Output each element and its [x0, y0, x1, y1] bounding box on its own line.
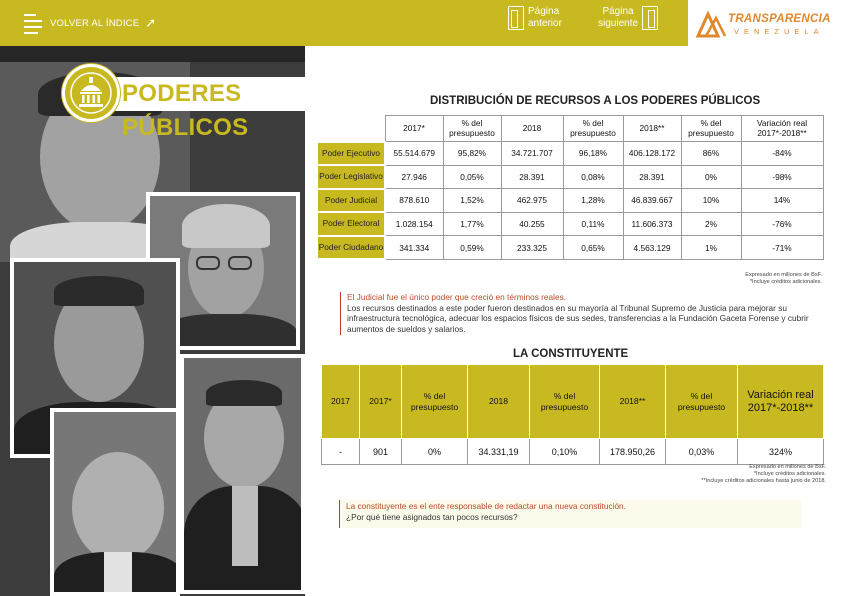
- table-cell: 34.721.707: [501, 142, 563, 166]
- table-cell: 0,10%: [530, 439, 600, 465]
- footnote: **Incluye créditos adicionales hasta junio de 2018.: [701, 478, 826, 484]
- previous-page-label-line2: anterior: [528, 18, 562, 29]
- table-cell: 34.331,19: [468, 439, 530, 465]
- row-label: Poder Legislativo: [317, 165, 385, 189]
- table-cell: 178.950,26: [600, 439, 666, 465]
- table-cell: 1,77%: [443, 212, 501, 236]
- public-powers-table: [316, 115, 824, 260]
- table-cell: 46.839.667: [623, 189, 681, 213]
- note-body: Los recursos destinados a este poder fueron destinados en su mayoría al Tribunal Supremo de Justicia para mejorar su infraestructura tecnológica, adecuar los espacios físicos de sus sedes, transferencias a la Fundación Gaceta Forense y cubrir aumentos de sueldos y salarios.: [347, 302, 809, 335]
- constituyente-note: [339, 500, 801, 528]
- column-header: % del presupuesto: [402, 365, 468, 439]
- table-cell: 0,03%: [666, 439, 738, 465]
- footnote: *Incluye créditos adicionales.: [749, 279, 822, 285]
- table-cell: 27.946: [385, 165, 443, 189]
- page-title-box: [88, 77, 370, 141]
- government-building-icon: [62, 64, 120, 122]
- table-cell: 1,28%: [563, 189, 623, 213]
- table-cell: 86%: [681, 142, 741, 166]
- table-cell: 14%: [741, 189, 823, 213]
- table-row: [317, 165, 823, 189]
- next-page-icon: [642, 6, 658, 30]
- constituyente-table: [321, 364, 824, 465]
- column-header: Variación real 2017*-2018**: [741, 116, 823, 142]
- column-header: 2018**: [623, 116, 681, 142]
- table-cell: 341.334: [385, 236, 443, 260]
- logo-name: TRANSPARENCIA: [728, 13, 831, 25]
- column-header: % del presupuesto: [563, 116, 623, 142]
- previous-page-icon: [508, 6, 524, 30]
- table-row: [322, 439, 824, 465]
- table-cell: 55.514.679: [385, 142, 443, 166]
- table-cell: 95,82%: [443, 142, 501, 166]
- table-cell: 4.563.129: [623, 236, 681, 260]
- table-cell: 901: [360, 439, 402, 465]
- column-header: % del presupuesto: [443, 116, 501, 142]
- table-cell: 0,65%: [563, 236, 623, 260]
- judicial-note: [340, 292, 810, 335]
- table2-heading: LA CONSTITUYENTE: [513, 348, 629, 360]
- table-row: [317, 212, 823, 236]
- table-cell: 28.391: [623, 165, 681, 189]
- table2-footnotes: [650, 464, 826, 485]
- table-row: [317, 189, 823, 213]
- footnote: Expresado en millones de BsF.: [749, 464, 826, 470]
- note-highlight: El Judicial fue el único poder que creció en términos reales.: [347, 292, 567, 302]
- table-cell: 0,11%: [563, 212, 623, 236]
- table-cell: 0%: [402, 439, 468, 465]
- footnote: Expresado en millones de BsF.: [745, 272, 822, 278]
- previous-page-label-line1: Página: [528, 6, 560, 17]
- row-label: Poder Judicial: [317, 189, 385, 213]
- next-page-label-line2: siguiente: [598, 18, 639, 29]
- table-cell: 406.128.172: [623, 142, 681, 166]
- portrait-photo-4: [180, 354, 305, 594]
- table-cell: 1.028.154: [385, 212, 443, 236]
- table-row: [317, 142, 823, 166]
- column-header: Variación real 2017*-2018**: [738, 365, 824, 439]
- table-cell: -: [322, 439, 360, 465]
- previous-page-button[interactable]: [508, 6, 562, 30]
- column-header: 2018: [501, 116, 563, 142]
- note-highlight: La constituyente es el ente responsable de redactar una nueva constitución.: [346, 501, 626, 511]
- table-cell: 878.610: [385, 189, 443, 213]
- transparencia-logo: [688, 0, 842, 46]
- portrait-photo-5: [50, 408, 180, 596]
- column-header: % del presupuesto: [666, 365, 738, 439]
- table1-heading: DISTRIBUCIÓN DE RECURSOS A LOS PODERES PÚBLICOS: [430, 95, 761, 107]
- column-header: % del presupuesto: [681, 116, 741, 142]
- table-cell: -71%: [741, 236, 823, 260]
- note-question: ¿Por qué tiene asignados tan pocos recursos?: [346, 512, 518, 522]
- table-header-row: [322, 365, 824, 439]
- pointer-cursor-icon: ➚: [145, 15, 157, 30]
- top-bar: [0, 0, 842, 46]
- back-to-index-label: VOLVER AL ÍNDICE: [50, 17, 140, 29]
- row-label: Poder Electoral: [317, 212, 385, 236]
- table-header-row: [317, 116, 823, 142]
- table1-footnotes: [700, 272, 822, 286]
- column-header: 2017*: [360, 365, 402, 439]
- table-cell: 0%: [681, 165, 741, 189]
- footnote: *Incluye créditos adicionales.: [753, 471, 826, 477]
- page-title: PODERES PÚBLICOS: [122, 80, 249, 141]
- table-cell: 11.606.373: [623, 212, 681, 236]
- column-header: 2018**: [600, 365, 666, 439]
- column-header: 2018: [468, 365, 530, 439]
- table-cell: 1,52%: [443, 189, 501, 213]
- logo-subtitle: VENEZUELA: [734, 27, 824, 36]
- next-page-label-line1: Página: [602, 6, 634, 17]
- table-cell: -76%: [741, 212, 823, 236]
- table-cell: 10%: [681, 189, 741, 213]
- column-header: % del presupuesto: [530, 365, 600, 439]
- table-cell: 0,08%: [563, 165, 623, 189]
- table-cell: 96,18%: [563, 142, 623, 166]
- table-cell: 233.325: [501, 236, 563, 260]
- back-to-index-button[interactable]: [24, 10, 156, 36]
- row-label: Poder Ciudadano: [317, 236, 385, 260]
- table-cell: 0,05%: [443, 165, 501, 189]
- table-cell: -84%: [741, 142, 823, 166]
- column-header: 2017: [322, 365, 360, 439]
- table-row: [317, 236, 823, 260]
- next-page-button[interactable]: [598, 6, 658, 30]
- table-cell: 324%: [738, 439, 824, 465]
- table-cell: 1%: [681, 236, 741, 260]
- table-cell: 40.255: [501, 212, 563, 236]
- table-cell: 0,59%: [443, 236, 501, 260]
- table-cell: -98%: [741, 165, 823, 189]
- table-cell: 2%: [681, 212, 741, 236]
- column-header: 2017*: [385, 116, 443, 142]
- table-cell: 28.391: [501, 165, 563, 189]
- logo-emblem-icon: [696, 10, 726, 38]
- table-cell: 462.975: [501, 189, 563, 213]
- row-label: Poder Ejecutivo: [317, 142, 385, 166]
- index-icon: [24, 12, 46, 34]
